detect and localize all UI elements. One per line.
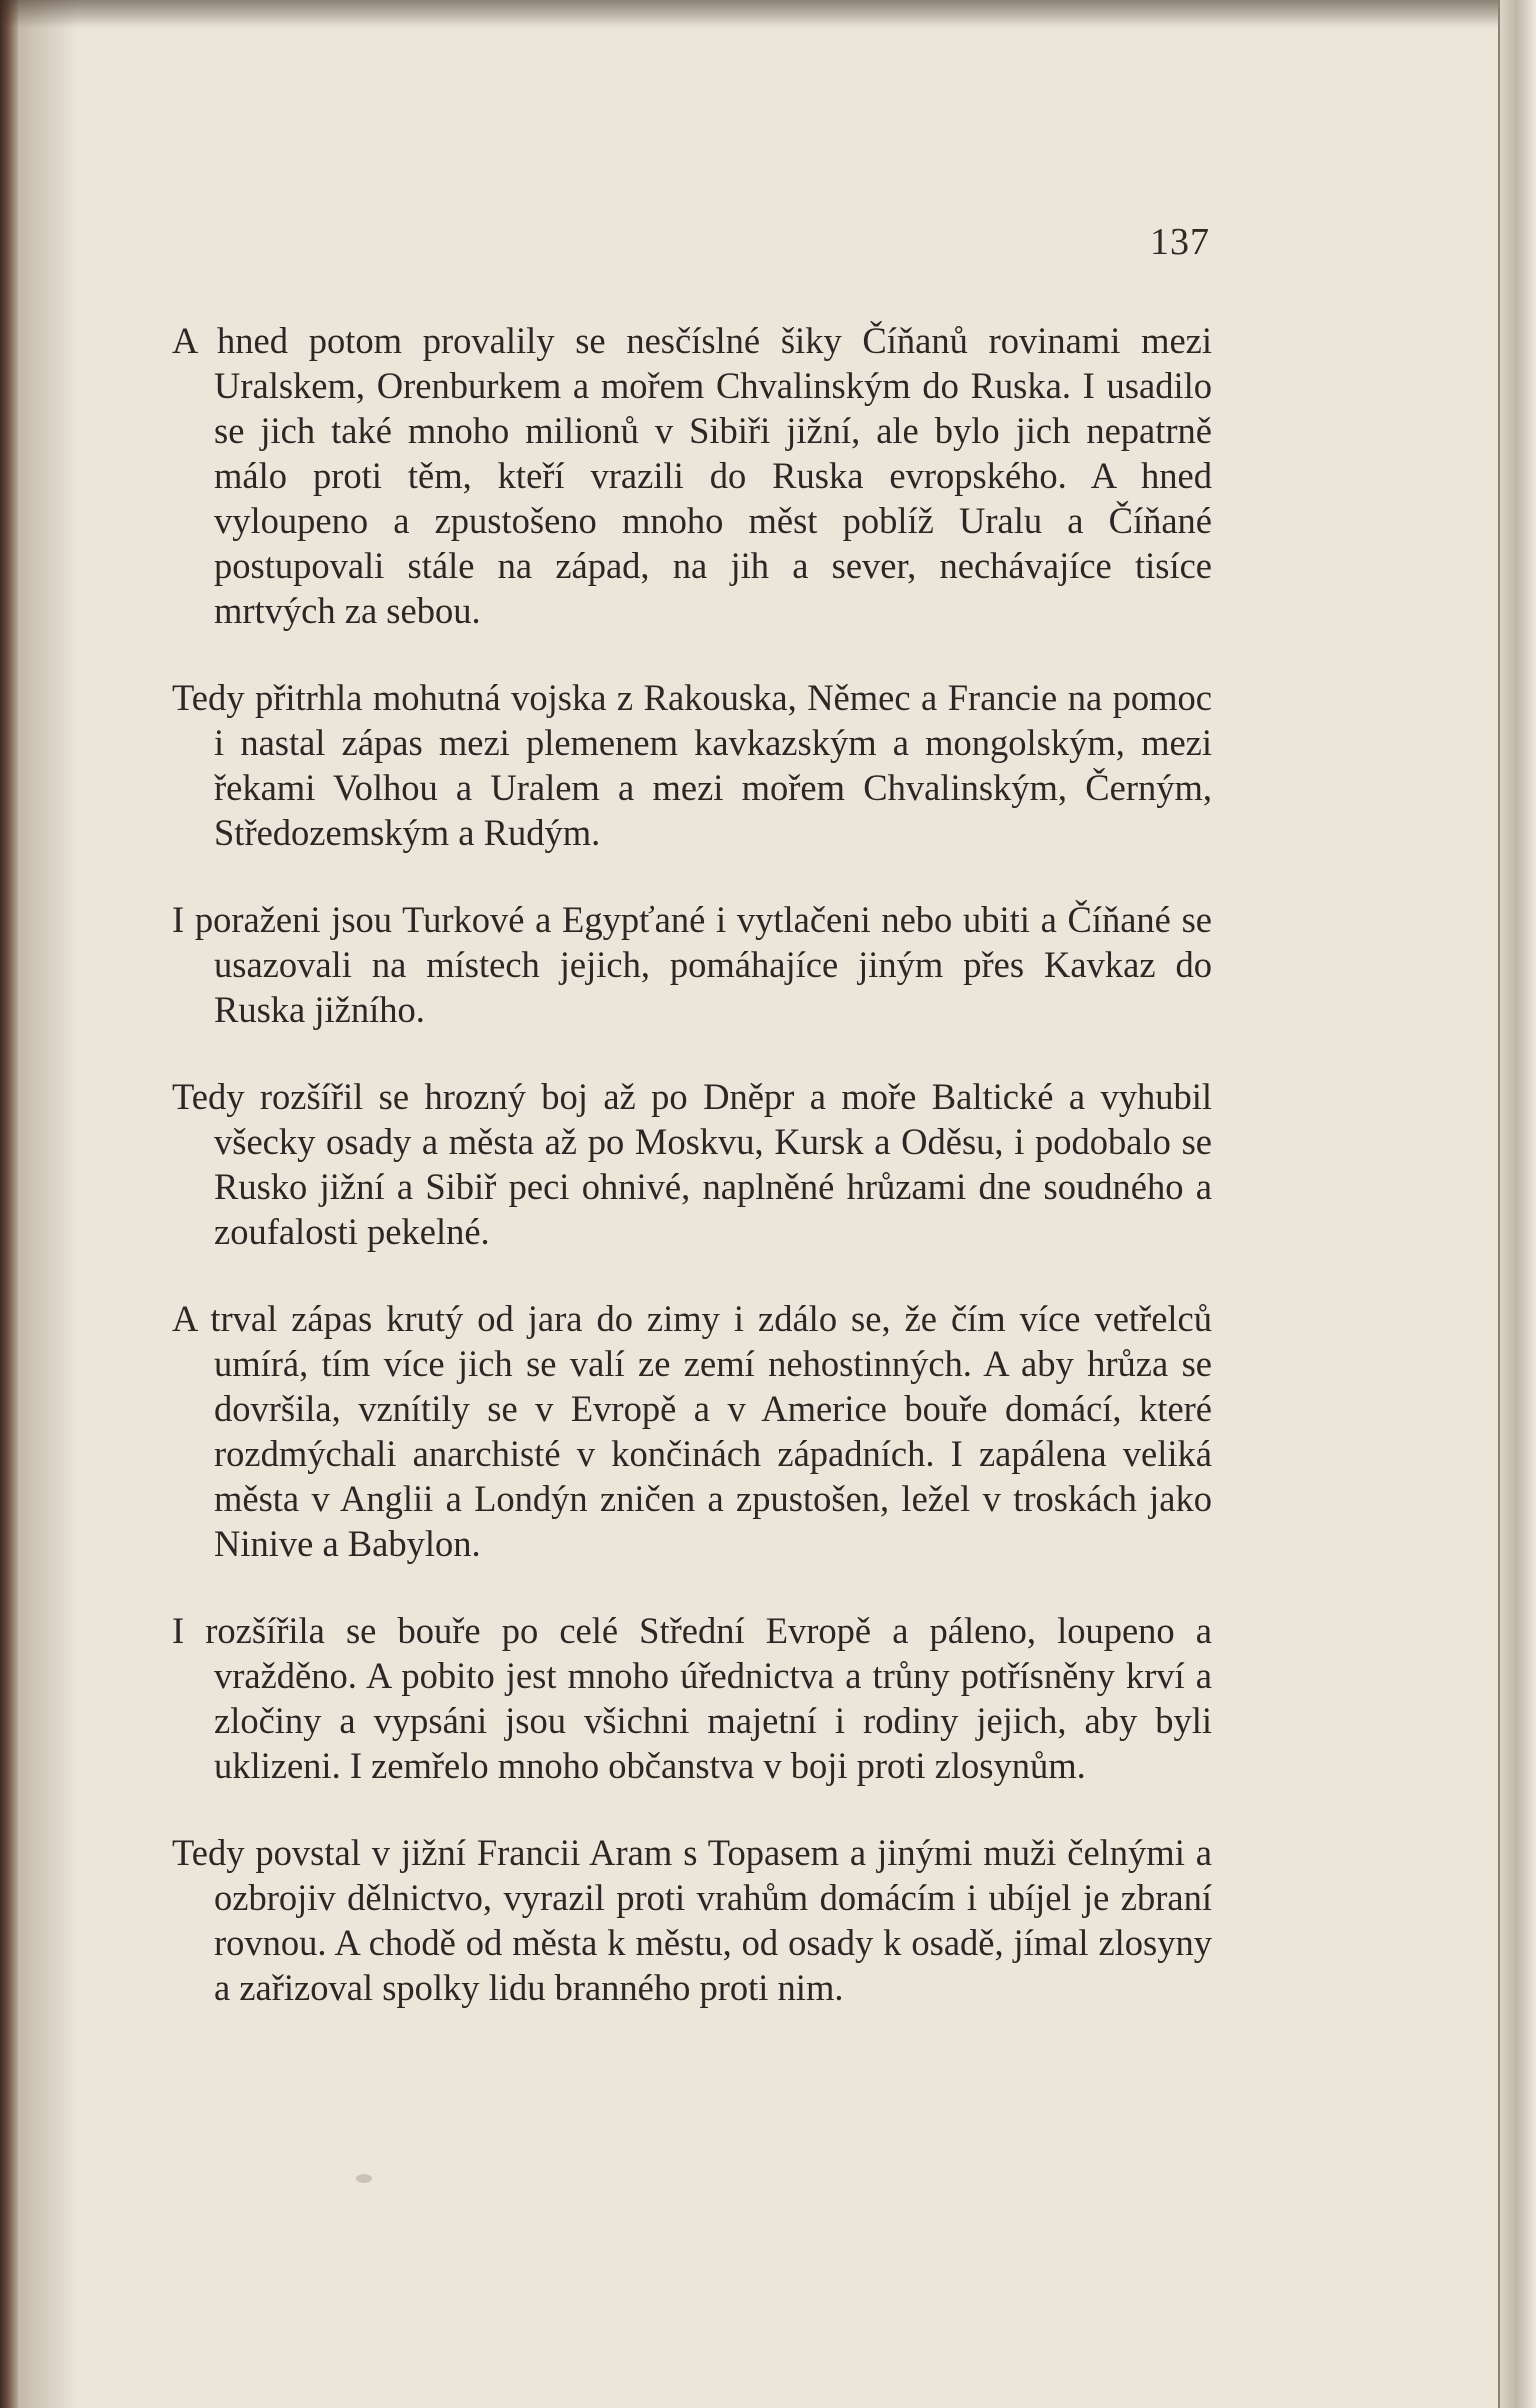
paragraph: Tedy povstal v jižní Francii Aram s Topasem a jinými muži čelnými a ozbrojiv dělnictvo, vyrazil proti vrahům domácím i ubíjel je zbraní rovnou. A chodě od města k městu, od osady k osadě, jímal zlosyny a zařizoval spolky lidu branného proti nim.: [172, 1832, 1212, 2008]
paragraph: A hned potom provalily se nesčíslné šiky Číňanů rovinami mezi Uralskem, Orenburkem a mořem Chvalinským do Ruska. I usadilo se jich také mnoho milionů v Sibiři jižní, ale bylo jich nepatrně málo proti těm, kteří vrazili do Ruska evropského. A hned vyloupeno a zpustošeno mnoho měst poblíž Uralu a Číňané postupovali stále na západ, na jih a sever, nechávajíce tisíce mrtvých za sebou.: [172, 320, 1212, 631]
top-edge-shadow: [0, 0, 1536, 28]
paragraph: Tedy přitrhla mohutná vojska z Rakouska, Němec a Francie na pomoc i nastal zápas mezi plemenem kavkazským a mongolským, mezi řekami Volhou a Uralem a mezi mořem Chvalinským, Černým, Středozemským a Rudým.: [172, 677, 1212, 853]
page-number: 137: [1150, 221, 1210, 263]
paragraph: I poraženi jsou Turkové a Egypťané i vytlačeni nebo ubiti a Číňané se usazovali na místech jejich, pomáhajíce jiným přes Kavkaz do Ruska jižního.: [172, 899, 1212, 1030]
paragraph: I rozšířila se bouře po celé Střední Evropě a páleno, loupeno a vražděno. A pobito jest mnoho úřednictva a trůny potřísněny krví a zločiny a vypsáni jsou všichni majetní i rodiny jejich, aby byli uklizeni. I zemřelo mnoho občanstva v boji proti zlosynům.: [172, 1610, 1212, 1786]
page-fore-edge: [1500, 0, 1536, 2408]
gutter-shadow: [18, 0, 78, 2408]
book-binding-edge: [0, 0, 18, 2408]
body-text: [172, 318, 1212, 2052]
paragraph: A trval zápas krutý od jara do zimy i zdálo se, že čím více vetřelců umírá, tím více jich se valí ze zemí nehostinných. A aby hrůza se dovršila, vznítily se v Evropě a v Americe bouře domácí, které rozdmýchali anarchisté v končinách západních. I zapálena veliká města v Anglii a Londýn zničen a zpustošen, ležel v troskách jako Ninive a Babylon.: [172, 1298, 1212, 1564]
paragraph: Tedy rozšířil se hrozný boj až po Dněpr a moře Baltické a vyhubil všecky osady a města až po Moskvu, Kursk a Oděsu, i podobalo se Rusko jižní a Sibiř peci ohnivé, naplněné hrůzami dne soudného a zoufalosti pekelné.: [172, 1076, 1212, 1252]
paper-stain: [356, 2174, 372, 2183]
